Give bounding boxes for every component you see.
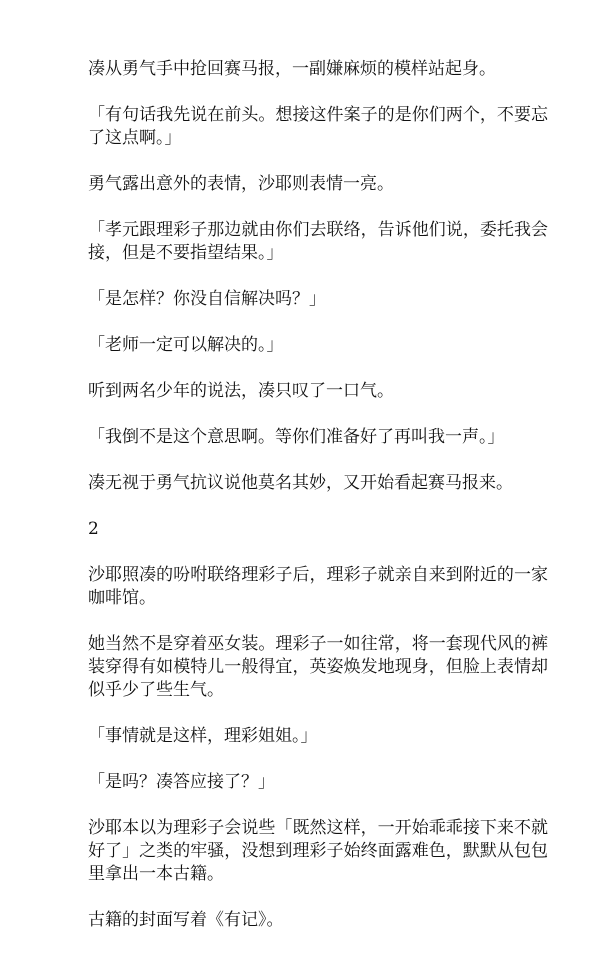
paragraph-7: 听到两名少年的说法，凑只叹了一口气。	[88, 381, 394, 401]
paragraph-13-dialogue: 「是吗？凑答应接了？」	[88, 772, 275, 792]
paragraph-6-dialogue: 「老师一定可以解决的。」	[88, 335, 284, 355]
paragraph-12-dialogue: 「事情就是这样，理彩姐姐。」	[88, 726, 318, 746]
paragraph-15: 古籍的封面写着《有记》。	[88, 910, 284, 930]
paragraph-11: 她当然不是穿着巫女装。理彩子一如往常，将一套现代风的裤装穿得有如模特儿一般得宜，英姿焕发地现身，但脸上表情却似乎少了些生气。	[88, 634, 548, 700]
paragraph-3: 勇气露出意外的表情，沙耶则表情一亮。	[88, 174, 394, 194]
section-number: 2	[88, 519, 99, 539]
paragraph-9: 凑无视于勇气抗议说他莫名其妙，又开始看起赛马报来。	[88, 473, 513, 493]
paragraph-2-dialogue: 「有句话我先说在前头。想接这件案子的是你们两个，不要忘了这点啊。」	[88, 105, 548, 148]
paragraph-5-dialogue: 「是怎样？你没自信解决吗？」	[88, 289, 326, 309]
paragraph-4-dialogue: 「孝元跟理彩子那边就由你们去联络，告诉他们说，委托我会接，但是不要指望结果。」	[88, 220, 548, 263]
paragraph-14: 沙耶本以为理彩子会说些「既然这样，一开始乖乖接下来不就好了」之类的牢骚，没想到理彩子始终面露难色，默默从包包里拿出一本古籍。	[88, 818, 548, 884]
paragraph-1: 凑从勇气手中抢回赛马报，一副嫌麻烦的模样站起身。	[88, 59, 496, 79]
paragraph-8-dialogue: 「我倒不是这个意思啊。等你们准备好了再叫我一声。」	[88, 427, 505, 447]
body-text	[88, 58, 548, 955]
paragraph-10: 沙耶照凑的吩咐联络理彩子后，理彩子就亲自来到附近的一家咖啡馆。	[88, 565, 548, 608]
